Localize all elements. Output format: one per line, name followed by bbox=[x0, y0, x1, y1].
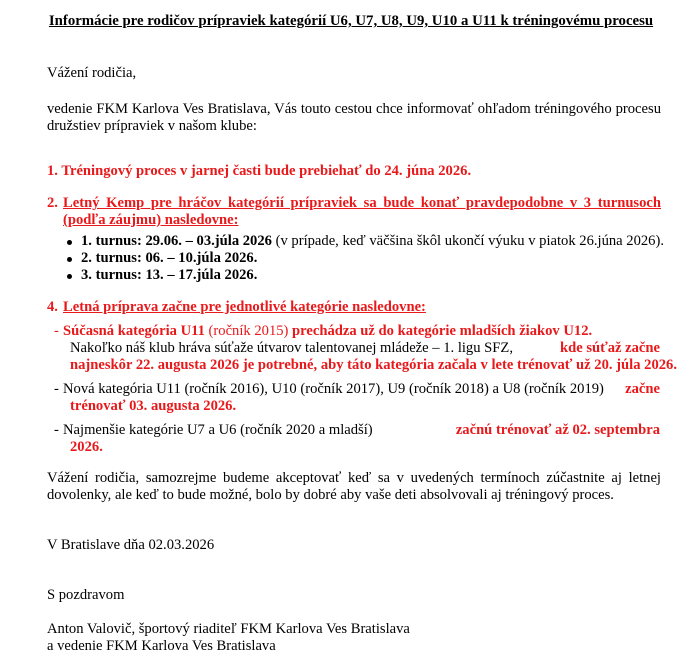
place-date: V Bratislave dňa 02.03.2026 bbox=[47, 537, 215, 553]
closing-paragraph: Vážení rodičia, samozrejme budeme akceptovať keď sa v uvedených termínoch zúčastnite aj letnej dovolenky, ale keď to bude možné, bolo by dobré aby vaše deti absolvovali aj tréningový proces. bbox=[47, 470, 661, 503]
item-smallest-categories-year: 2026. bbox=[70, 439, 103, 455]
turnus-1-dates: 1. turnus: 29.06. – 03.júla 2026 bbox=[81, 233, 272, 249]
point-2-heading: Letný Kemp pre hráčov kategórií prípraviek sa bude konať pravdepodobne v 3 turnusoch (podľa záujmu) nasledovne: bbox=[63, 195, 661, 228]
turnus-3: 3. turnus: 13. – 17.júla 2026. bbox=[81, 267, 258, 283]
item-new-categories-date: trénovať 03. augusta 2026. bbox=[70, 398, 237, 414]
item-u11-transition: prechádza už do kategórie mladších žiakov U12. bbox=[292, 323, 593, 339]
item-new-categories-list: Nová kategória U11 (ročník 2016), U10 (ročník 2017), U9 (ročník 2018) a U8 (ročník 2019) bbox=[63, 381, 604, 397]
turnus-1 bbox=[81, 233, 664, 250]
item-u11-line3: najneskôr 22. augusta 2026 je potrebné, aby táto kategória začala v lete trénovať už 20. júla 2026. bbox=[70, 357, 677, 373]
item-u11-season-start: kde súťaž začne bbox=[559, 340, 660, 356]
document-title: Informácie pre rodičov prípraviek kategórií U6, U7, U8, U9, U10 a U11 k tréningovému procesu bbox=[48, 13, 654, 29]
item-u11-category: Súčasná kategória U11 bbox=[63, 323, 205, 339]
item-u11-current bbox=[63, 323, 592, 340]
intro-paragraph: vedenie FKM Karlova Ves Bratislava, Vás touto cestou chce informovať ohľadom tréningového procesu družstiev prípraviek v našom klube: bbox=[47, 101, 661, 134]
turnus-2: 2. turnus: 06. – 10.júla 2026. bbox=[81, 250, 258, 266]
point-4-heading: Letná príprava začne pre jednotlivé kategórie nasledovne: bbox=[63, 299, 426, 315]
signature-line-2: a vedenie FKM Karlova Ves Bratislava bbox=[47, 638, 276, 654]
point-4-number: 4. bbox=[47, 299, 58, 315]
item-smallest-categories bbox=[63, 422, 660, 439]
item-new-categories bbox=[63, 381, 660, 398]
point-2-number: 2. bbox=[47, 195, 58, 211]
item-new-categories-start: začne bbox=[625, 381, 660, 397]
item-u11-year: (ročník 2015) bbox=[204, 323, 293, 339]
greeting: S pozdravom bbox=[47, 587, 125, 603]
turnus-1-note: (v prípade, keď väčšina škôl ukončí výuku v piatok 26.júna 2026). bbox=[271, 233, 664, 249]
dash-marker: - bbox=[54, 381, 59, 397]
item-u11-league-note: Nakoľko náš klub hráva súťaže útvarov talentovanej mládeže – 1. ligu SFZ, bbox=[70, 340, 513, 356]
item-u11-line2 bbox=[70, 340, 660, 357]
signature-line-1: Anton Valovič, športový riaditeľ FKM Karlova Ves Bratislava bbox=[47, 621, 410, 637]
item-smallest-categories-list: Najmenšie kategórie U7 a U6 (ročník 2020 a mladší) bbox=[63, 422, 373, 438]
bullet-icon bbox=[67, 257, 72, 262]
salutation: Vážení rodičia, bbox=[47, 65, 137, 81]
point-1: 1. Tréningový proces v jarnej časti bude prebiehať do 24. júna 2026. bbox=[47, 163, 472, 179]
dash-marker: - bbox=[54, 422, 59, 438]
item-smallest-categories-start: začnú trénovať až 02. septembra bbox=[455, 422, 660, 438]
bullet-icon bbox=[67, 274, 72, 279]
bullet-icon bbox=[67, 240, 72, 245]
dash-marker: - bbox=[54, 323, 59, 339]
